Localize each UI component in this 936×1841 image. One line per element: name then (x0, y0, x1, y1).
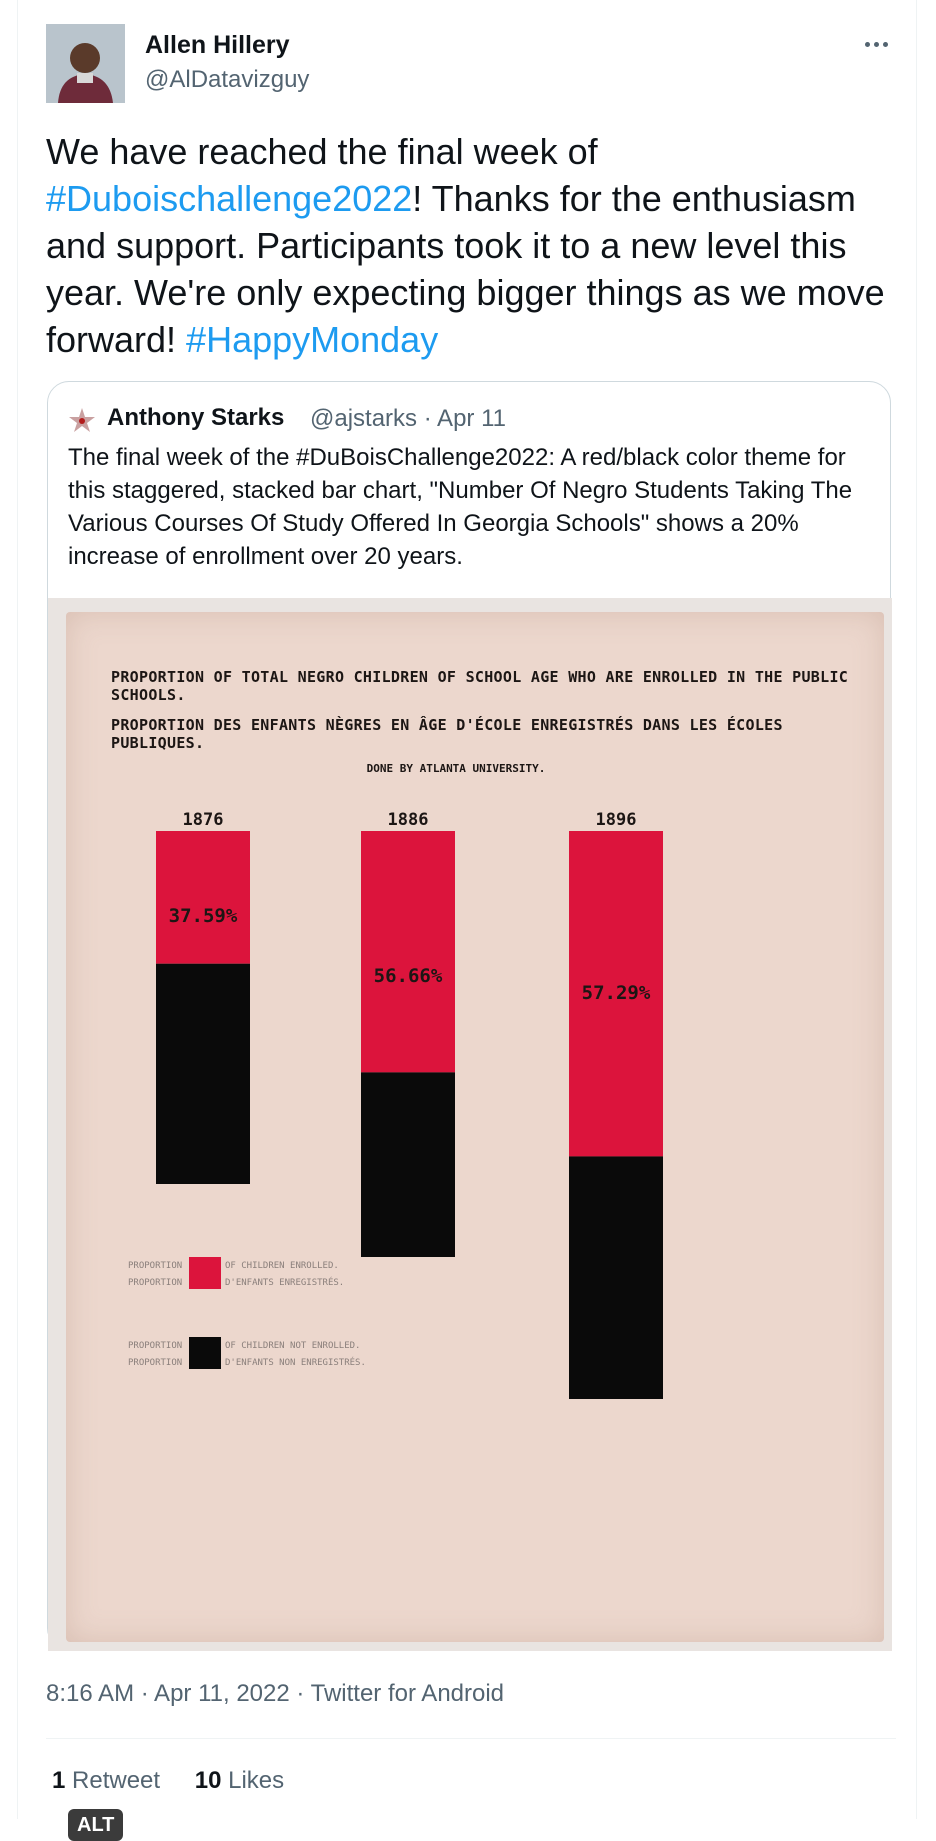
legend-text: D'ENFANTS NON ENREGISTRÉS. (225, 1358, 366, 1368)
tweet-text (46, 128, 896, 363)
quote-author-name[interactable]: Anthony Starks (107, 404, 285, 431)
quote-avatar-star-icon (68, 406, 96, 434)
quote-author-handle-date[interactable]: @ajstarks · Apr 11 (310, 405, 506, 432)
bar-not-enrolled (569, 1156, 663, 1399)
bar-year-label: 1896 (595, 810, 637, 830)
quote-text: The final week of the #DuBoisChallenge2022: A red/black color theme for this staggered, stacked bar chart, "Number Of Negro Students Taking The Various Courses Of Study Offered In Georgia Schools" shows a 20% increase of enrollment over 20 years. (68, 444, 853, 570)
bar-percent-label: 57.29% (581, 982, 651, 1004)
dubois-chart-poster (66, 612, 884, 1642)
retweet-count: 1 (52, 1767, 66, 1794)
bar-not-enrolled (361, 1072, 455, 1257)
hashtag-link[interactable]: #HappyMonday (186, 319, 439, 360)
chart-title: PROPORTION OF TOTAL NEGRO CHILDREN OF SCHOOL AGE WHO ARE ENROLLED IN THE PUBLIC SCHOOLS. (111, 668, 849, 704)
author-avatar[interactable] (46, 24, 125, 103)
tweet-card (17, 0, 917, 1836)
legend-text: PROPORTION (128, 1261, 183, 1271)
tweet-timestamp[interactable]: 8:16 AM · Apr 11, 2022 · Twitter for Android (46, 1680, 505, 1707)
alt-badge[interactable]: ALT (68, 1809, 123, 1841)
bar-percent-label: 56.66% (373, 964, 443, 987)
retweet-stat[interactable] (52, 1767, 160, 1795)
tweet-text-part: We have reached the final week of (46, 131, 598, 172)
bar-percent-label: 37.59% (168, 904, 238, 927)
likes-count: 10 (194, 1767, 222, 1794)
bar-year-label: 1886 (387, 810, 429, 830)
tweet-text-part: ! Thanks for the enthusiasm and support. Participants took it to a new level this year. We're only expecting bigger things as we move forward! (46, 178, 885, 360)
chart-credit: DONE BY ATLANTA UNIVERSITY. (366, 762, 546, 775)
author-handle[interactable]: @AlDatavizguy (145, 66, 310, 93)
retweet-label: Retweet (72, 1767, 161, 1794)
bar-enrolled (156, 831, 250, 964)
hashtag-link[interactable]: #Duboischallenge2022 (46, 178, 413, 219)
chart-svg (66, 612, 884, 1642)
legend-text: PROPORTION (128, 1358, 183, 1368)
legend-text: OF CHILDREN ENROLLED. (225, 1261, 339, 1271)
divider (46, 1738, 896, 1739)
legend-swatch (189, 1337, 221, 1369)
legend-swatch (189, 1257, 221, 1289)
bar-not-enrolled (156, 964, 250, 1184)
legend-text: PROPORTION (128, 1341, 183, 1351)
chart-subtitle: PROPORTION DES ENFANTS NÈGRES EN ÂGE D'ÉCOLE ENREGISTRÉS DANS LES ÉCOLES PUBLIQUES. (111, 716, 783, 752)
legend-text: PROPORTION (128, 1278, 183, 1288)
likes-stat[interactable] (195, 1767, 284, 1795)
legend-text: D'ENFANTS ENREGISTRÉS. (225, 1278, 345, 1288)
author-name[interactable]: Allen Hillery (145, 31, 290, 59)
likes-label: Likes (228, 1767, 285, 1794)
bar-enrolled (361, 831, 455, 1072)
more-options-icon[interactable] (856, 28, 896, 60)
tweet-stats (52, 1767, 312, 1795)
bar-year-label: 1876 (182, 810, 224, 830)
legend-text: OF CHILDREN NOT ENROLLED. (225, 1341, 361, 1351)
